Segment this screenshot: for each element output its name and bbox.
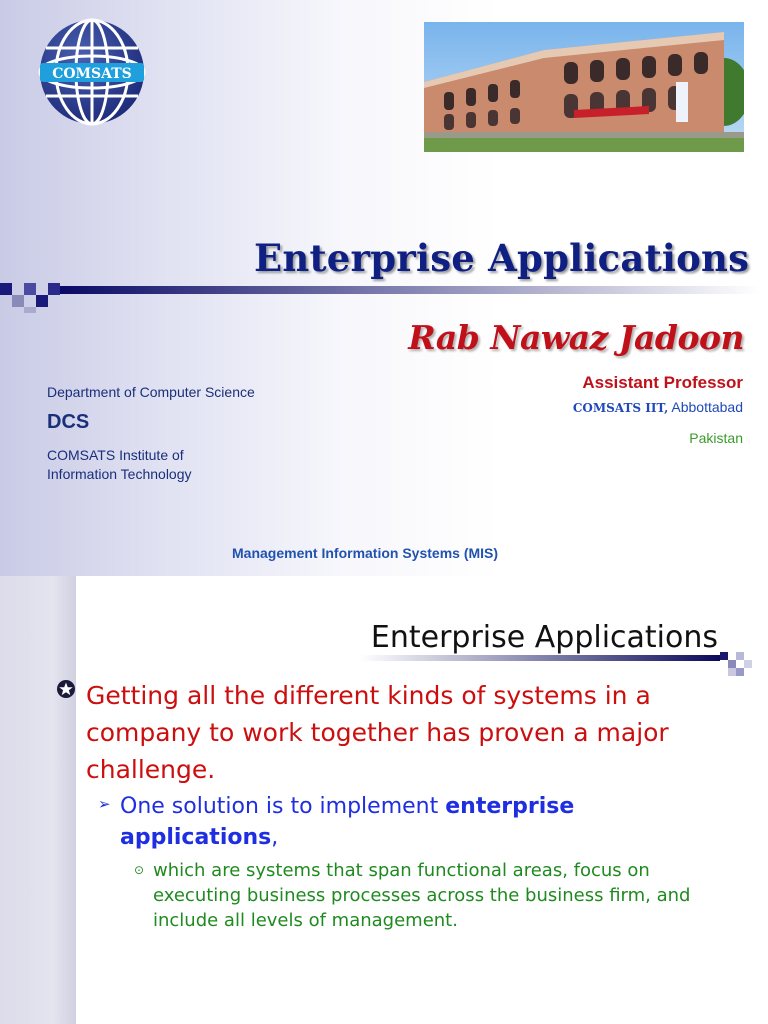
department-name: Department of Computer Science [47,384,255,400]
course-title: Management Information Systems (MIS) [232,545,499,561]
arrowhead-icon: ➢ [98,795,111,813]
title-divider [0,283,768,313]
slide-title: Enterprise Applications [370,620,718,655]
campus-building-photo [424,22,744,152]
slide-sidebar [0,576,76,1024]
sub-sub-point: which are systems that span functional areas, focus on executing business processes across the business firm, and include all levels of management. [153,860,691,931]
slide-title-divider [360,652,768,678]
sub-point-prefix: One solution is to implement [120,794,446,819]
content-slide [0,576,768,1024]
circled-dot-icon: ⊙ [134,863,145,877]
main-point: Getting all the different kinds of systems in a company to work together has proven a major challenge. [86,681,669,784]
sub-point [120,791,640,853]
institute-full-name: COMSATS Institute of Information Technology [47,447,192,482]
star-circle-icon [56,679,76,699]
author-institution [573,399,743,415]
author-country: Pakistan [689,430,743,446]
logo-text: COMSATS [52,66,132,82]
institution-short: COMSATS IIT, [572,401,669,415]
institution-city: Abbottabad [668,399,743,415]
department-abbreviation: DCS [47,411,90,433]
comsats-logo [38,18,146,126]
presentation-title: Enterprise Applications [254,236,750,280]
author-name: Rab Nawaz Jadoon [408,318,744,357]
sub-point-suffix: , [271,825,279,850]
sub-point-emphasis: enterprise applications [120,794,575,850]
author-position: Assistant Professor [582,373,743,392]
